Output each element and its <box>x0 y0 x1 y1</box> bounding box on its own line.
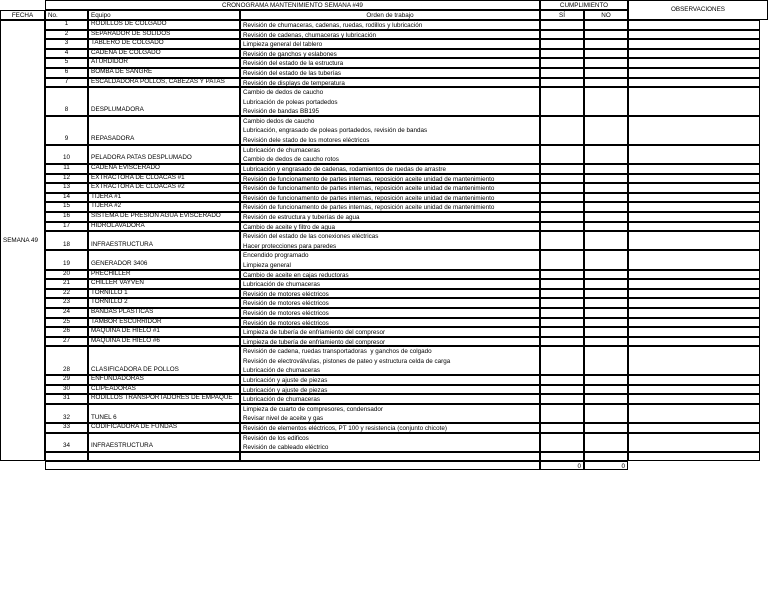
no-checkbox-cell <box>584 423 628 433</box>
observaciones-cell <box>628 20 760 30</box>
orden-cell: Revisión del estado de la estructura <box>240 58 540 68</box>
equipo-cell: REPASADORA <box>88 116 240 145</box>
observaciones-cell <box>628 58 760 68</box>
observaciones-cell <box>628 39 760 49</box>
row-number: 17 <box>45 222 88 232</box>
row-number: 19 <box>45 250 88 269</box>
row-number: 30 <box>45 385 88 395</box>
row-number: 31 <box>45 394 88 404</box>
si-header: SÍ <box>540 10 584 20</box>
orden-cell: Revisión de motores eléctricos <box>240 318 540 328</box>
total-no: 0 <box>584 461 628 470</box>
observaciones-cell <box>628 375 760 385</box>
si-checkbox-cell <box>540 423 584 433</box>
si-checkbox-cell <box>540 250 584 269</box>
observaciones-cell <box>628 404 760 423</box>
observaciones-cell <box>628 270 760 280</box>
observaciones-cell <box>628 30 760 40</box>
orden-cell: Lubricación de chumaceras <box>240 394 540 404</box>
orden-cell: Lubricación y ajuste de piezas <box>240 385 540 395</box>
observaciones-cell <box>628 145 760 164</box>
row-number: 27 <box>45 337 88 347</box>
no-checkbox-cell <box>584 164 628 174</box>
blank-row <box>628 452 760 461</box>
no-checkbox-cell <box>584 298 628 308</box>
equipo-cell: MÁQUINA DE HIELO #6 <box>88 337 240 347</box>
row-number: 8 <box>45 87 88 116</box>
observaciones-header: OBSERVACIONES <box>628 0 768 20</box>
no-header: No. <box>45 10 88 20</box>
no-checkbox-cell <box>584 58 628 68</box>
equipo-cell: TIJERA #1 <box>88 193 240 203</box>
observaciones-cell <box>628 87 760 116</box>
si-checkbox-cell <box>540 39 584 49</box>
row-number: 23 <box>45 298 88 308</box>
no-checkbox-cell <box>584 231 628 250</box>
row-number: 32 <box>45 404 88 423</box>
row-number: 12 <box>45 174 88 184</box>
orden-cell: Revisión de funcionamento de partes internas, reposición aceite unidad de mantenimiento <box>240 202 540 212</box>
observaciones-cell <box>628 116 760 145</box>
blank-row <box>584 452 628 461</box>
observaciones-cell <box>628 337 760 347</box>
orden-cell: Limpieza de cuarto de compresores, condensador Revisar nivel de aceite y gas <box>240 404 540 423</box>
row-number: 3 <box>45 39 88 49</box>
si-checkbox-cell <box>540 318 584 328</box>
observaciones-cell <box>628 212 760 222</box>
si-checkbox-cell <box>540 298 584 308</box>
orden-cell: Lubricación y ajuste de piezas <box>240 375 540 385</box>
no-checkbox-cell <box>584 145 628 164</box>
no-checkbox-cell <box>584 279 628 289</box>
orden-cell: Revisión de funcionamento de partes internas, reposición aceite unidad de mantenimiento <box>240 193 540 203</box>
observaciones-cell <box>628 279 760 289</box>
equipo-cell: HIDROLAVADORA <box>88 222 240 232</box>
row-number: 22 <box>45 289 88 299</box>
totals-spacer <box>45 461 540 470</box>
observaciones-cell <box>628 318 760 328</box>
week-label: SEMANA 49 <box>0 20 45 461</box>
blank-row <box>240 452 540 461</box>
orden-cell: Revisión de funcionamento de partes internas, reposición aceite unidad de mantenimiento <box>240 183 540 193</box>
no-col-header: NO <box>584 10 628 20</box>
row-number: 24 <box>45 308 88 318</box>
observaciones-cell <box>628 231 760 250</box>
equipo-cell: CADENA DE COLGADO <box>88 49 240 59</box>
equipo-cell: MÁQUINA DE HIELO #1 <box>88 327 240 337</box>
equipo-cell: TORNILLO 1 <box>88 289 240 299</box>
si-checkbox-cell <box>540 30 584 40</box>
fecha-header: FECHA <box>0 10 45 20</box>
observaciones-cell <box>628 49 760 59</box>
no-checkbox-cell <box>584 404 628 423</box>
observaciones-cell <box>628 385 760 395</box>
equipo-cell: ENFUNDADORAS <box>88 375 240 385</box>
orden-cell: Lubricación de chumaceras <box>240 279 540 289</box>
orden-cell: Encendido programado Limpieza general <box>240 250 540 269</box>
observaciones-cell <box>628 433 760 452</box>
equipo-cell: EXTRACTORA DE CLOACAS #1 <box>88 174 240 184</box>
si-checkbox-cell <box>540 308 584 318</box>
blank-row <box>45 452 88 461</box>
orden-cell: Revisión de funcionamento de partes internas, reposición aceite unidad de mantenimiento <box>240 174 540 184</box>
cumplimiento-header: CUMPLIMIENTO <box>540 0 628 10</box>
no-checkbox-cell <box>584 394 628 404</box>
no-checkbox-cell <box>584 212 628 222</box>
si-checkbox-cell <box>540 58 584 68</box>
equipo-cell: ATURDIDOR <box>88 58 240 68</box>
no-checkbox-cell <box>584 385 628 395</box>
observaciones-cell <box>628 222 760 232</box>
orden-cell: Limpieza de tubería de enfriamiento del compresor <box>240 327 540 337</box>
no-checkbox-cell <box>584 68 628 78</box>
si-checkbox-cell <box>540 385 584 395</box>
orden-cell: Revisión de motores eléctricos <box>240 298 540 308</box>
si-checkbox-cell <box>540 202 584 212</box>
orden-cell: Cambio dedos de caucho Lubricación, engrasado de poleas portadedos, revisión de bandas Revisión dele stado de los motores eléctricos <box>240 116 540 145</box>
observaciones-cell <box>628 423 760 433</box>
orden-cell: Revisión de motores eléctricos <box>240 289 540 299</box>
si-checkbox-cell <box>540 20 584 30</box>
orden-cell: Revisión de los edificos Revisión de cableado eléctrico <box>240 433 540 452</box>
no-checkbox-cell <box>584 375 628 385</box>
orden-cell: Revisión de ganchos y eslabones <box>240 49 540 59</box>
orden-cell: Cambio de aceite en cajas reductoras <box>240 270 540 280</box>
si-checkbox-cell <box>540 193 584 203</box>
si-checkbox-cell <box>540 145 584 164</box>
si-checkbox-cell <box>540 164 584 174</box>
no-checkbox-cell <box>584 250 628 269</box>
row-number: 10 <box>45 145 88 164</box>
no-checkbox-cell <box>584 116 628 145</box>
no-checkbox-cell <box>584 327 628 337</box>
no-checkbox-cell <box>584 270 628 280</box>
blank-row <box>540 452 584 461</box>
si-checkbox-cell <box>540 174 584 184</box>
equipo-cell: CADENA EVISCERADO <box>88 164 240 174</box>
si-checkbox-cell <box>540 116 584 145</box>
orden-cell: Revisión de displays de temperatura <box>240 78 540 88</box>
si-checkbox-cell <box>540 87 584 116</box>
sheet-title: CRONOGRAMA MANTENIMIENTO SEMANA #49 <box>45 0 540 10</box>
row-number: 33 <box>45 423 88 433</box>
observaciones-cell <box>628 68 760 78</box>
row-number: 4 <box>45 49 88 59</box>
si-checkbox-cell <box>540 327 584 337</box>
row-number: 21 <box>45 279 88 289</box>
row-number: 14 <box>45 193 88 203</box>
no-checkbox-cell <box>584 337 628 347</box>
equipo-cell: PELADORA PATAS DESPLUMADO <box>88 145 240 164</box>
si-checkbox-cell <box>540 346 584 375</box>
si-checkbox-cell <box>540 337 584 347</box>
si-checkbox-cell <box>540 270 584 280</box>
row-number: 25 <box>45 318 88 328</box>
orden-cell: Revisión de chumaceras, cadenas, ruedas, rodillos y lubricación <box>240 20 540 30</box>
equipo-cell: CLASIFICADORA DE POLLOS <box>88 346 240 375</box>
equipo-cell: CHILLER VAYVEN <box>88 279 240 289</box>
observaciones-cell <box>628 78 760 88</box>
total-si: 0 <box>540 461 584 470</box>
equipo-cell: TABLERO DE COLGADO <box>88 39 240 49</box>
si-checkbox-cell <box>540 222 584 232</box>
orden-cell: Cambio de aceite y filtro de agua <box>240 222 540 232</box>
si-checkbox-cell <box>540 212 584 222</box>
equipo-cell: TUNEL 6 <box>88 404 240 423</box>
no-checkbox-cell <box>584 318 628 328</box>
orden-cell: Cambio de dedos de caucho Lubricación de poleas portadedos Revisión de bandas BB195 <box>240 87 540 116</box>
no-checkbox-cell <box>584 20 628 30</box>
row-number: 34 <box>45 433 88 452</box>
si-checkbox-cell <box>540 49 584 59</box>
orden-cell: Revisión del estado de las conexiones eléctricas Hacer protecciones para paredes <box>240 231 540 250</box>
row-number: 20 <box>45 270 88 280</box>
observaciones-cell <box>628 289 760 299</box>
equipo-header: Equipo <box>88 10 240 20</box>
equipo-cell: SISTEMA DE PRESION AGUA EVISCERADO <box>88 212 240 222</box>
row-number: 29 <box>45 375 88 385</box>
equipo-cell: ESCALDADORA POLLOS, CABEZAS Y PATAS <box>88 78 240 88</box>
si-checkbox-cell <box>540 433 584 452</box>
no-checkbox-cell <box>584 346 628 375</box>
no-checkbox-cell <box>584 193 628 203</box>
equipo-cell: CODIFICADORA DE FUNDAS <box>88 423 240 433</box>
no-checkbox-cell <box>584 30 628 40</box>
no-checkbox-cell <box>584 222 628 232</box>
orden-header: Orden de trabajo <box>240 10 540 20</box>
equipo-cell: TORNILLO 2 <box>88 298 240 308</box>
equipo-cell: INFRAESTRUCTURA <box>88 231 240 250</box>
row-number: 6 <box>45 68 88 78</box>
equipo-cell: TIJERA #2 <box>88 202 240 212</box>
row-number: 2 <box>45 30 88 40</box>
no-checkbox-cell <box>584 202 628 212</box>
si-checkbox-cell <box>540 289 584 299</box>
equipo-cell: SEPARADOR DE SÓLIDOS <box>88 30 240 40</box>
equipo-cell: GENERADOR 3406 <box>88 250 240 269</box>
row-number: 5 <box>45 58 88 68</box>
orden-cell: Lubricación y engrasado de cadenas, rodamientos de ruedas de arrastre <box>240 164 540 174</box>
observaciones-cell <box>628 183 760 193</box>
observaciones-cell <box>628 202 760 212</box>
observaciones-cell <box>628 174 760 184</box>
equipo-cell: EXTRACTORA DE CLOACAS #2 <box>88 183 240 193</box>
equipo-cell: RODILLOS DE COLGADO <box>88 20 240 30</box>
observaciones-cell <box>628 298 760 308</box>
observaciones-cell <box>628 193 760 203</box>
orden-cell: Revisión de estructura y tuberías de agua <box>240 212 540 222</box>
equipo-cell: BOMBA DE SANGRE <box>88 68 240 78</box>
si-checkbox-cell <box>540 68 584 78</box>
no-checkbox-cell <box>584 87 628 116</box>
row-number: 15 <box>45 202 88 212</box>
no-checkbox-cell <box>584 289 628 299</box>
observaciones-cell <box>628 164 760 174</box>
no-checkbox-cell <box>584 39 628 49</box>
row-number: 26 <box>45 327 88 337</box>
orden-cell: Lubricación de chumaceras Cambio de dedos de caucho rotos <box>240 145 540 164</box>
si-checkbox-cell <box>540 183 584 193</box>
observaciones-cell <box>628 394 760 404</box>
observaciones-cell <box>628 308 760 318</box>
row-number: 9 <box>45 116 88 145</box>
orden-cell: Revisión de elementos eléctricos, PT 100 y resistencia (conjunto chicote) <box>240 423 540 433</box>
si-checkbox-cell <box>540 375 584 385</box>
si-checkbox-cell <box>540 404 584 423</box>
no-checkbox-cell <box>584 174 628 184</box>
equipo-cell: PRECHILLER <box>88 270 240 280</box>
equipo-cell: TAMBOR ESCURRIDOR <box>88 318 240 328</box>
orden-cell: Revisión de cadena, ruedas transportadoras y ganchos de colgado Revisión de electroválvulas, pistones de pateo y estructura celda de carga Lubricación de chumaceras <box>240 346 540 375</box>
row-number: 1 <box>45 20 88 30</box>
si-checkbox-cell <box>540 231 584 250</box>
orden-cell: Revisión de motores eléctricos <box>240 308 540 318</box>
no-checkbox-cell <box>584 433 628 452</box>
row-number: 18 <box>45 231 88 250</box>
observaciones-cell <box>628 346 760 375</box>
equipo-cell: DESPLUMADORA <box>88 87 240 116</box>
row-number: 13 <box>45 183 88 193</box>
row-number: 11 <box>45 164 88 174</box>
blank-row <box>88 452 240 461</box>
si-checkbox-cell <box>540 394 584 404</box>
orden-cell: Limpieza de tubería de enfriamiento del compresor <box>240 337 540 347</box>
observaciones-cell <box>628 327 760 337</box>
orden-cell: Limpieza general del tablero <box>240 39 540 49</box>
row-number: 28 <box>45 346 88 375</box>
no-checkbox-cell <box>584 183 628 193</box>
orden-cell: Revisión del estado de las tuberías <box>240 68 540 78</box>
equipo-cell: CLIPEADORAS <box>88 385 240 395</box>
row-number: 16 <box>45 212 88 222</box>
no-checkbox-cell <box>584 78 628 88</box>
equipo-cell: RODILLOS TRANSPORTADORES DE EMPAQUE <box>88 394 240 404</box>
orden-cell: Revisión de cadenas, chumaceras y lubricación <box>240 30 540 40</box>
no-checkbox-cell <box>584 49 628 59</box>
no-checkbox-cell <box>584 308 628 318</box>
equipo-cell: INFRAESTRUCTURA <box>88 433 240 452</box>
si-checkbox-cell <box>540 279 584 289</box>
si-checkbox-cell <box>540 78 584 88</box>
equipo-cell: BANDAS PLASTICAS <box>88 308 240 318</box>
row-number: 7 <box>45 78 88 88</box>
observaciones-cell <box>628 250 760 269</box>
